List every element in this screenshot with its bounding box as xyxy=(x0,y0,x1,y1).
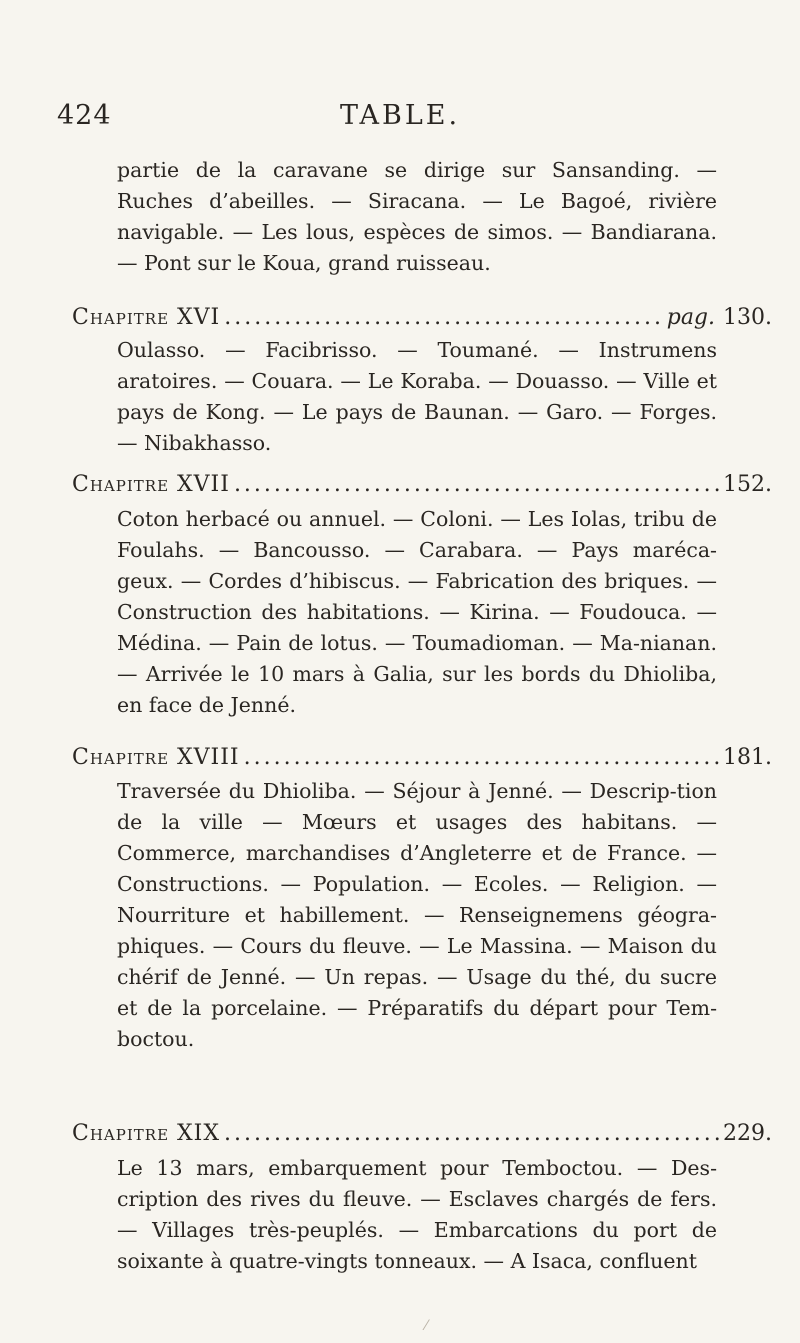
chapter-page-number: 130. xyxy=(723,305,772,330)
leader-dots xyxy=(244,741,719,775)
page-number: 424 xyxy=(57,100,112,131)
ink-smudge: ⁄ xyxy=(425,1318,428,1334)
leader-dots xyxy=(224,1117,719,1151)
chapter-page-number: 229. xyxy=(723,1121,772,1146)
running-title: TABLE. xyxy=(339,100,461,131)
page-header xyxy=(0,100,800,140)
chapter-page-number: 152. xyxy=(723,472,772,497)
leader-dots xyxy=(224,301,662,335)
chapter-heading-xviii xyxy=(72,741,772,775)
chapter-label: Chapitre XVIII xyxy=(72,745,240,770)
leader-dots xyxy=(234,468,719,502)
chapter-label: Chapitre XVII xyxy=(72,472,230,497)
chapter-summary-xix: Le 13 mars, embarquement pour Temboctou. — Des-cription des rives du fleuve. — Esclaves chargés de fers. — Villages très-peuplés. — Embarcations du port de soixante à quatre-vingts tonneaux. — A Isaca, confluent xyxy=(117,1156,717,1273)
chapter-heading-xvii xyxy=(72,468,772,502)
chapter-label: Chapitre XVI xyxy=(72,305,221,330)
chapter-heading-xvi xyxy=(72,301,772,335)
chapter-summary-xviii: Traversée du Dhioliba. — Séjour à Jenné. — Descrip-tion de la ville — Mœurs et usages des habitans. — Commerce, marchandises d’Angleterre et de France. — Constructions. — Population. — Ecoles. — Religion. — Nourriture et habillement. — Renseignemens géogra-phiques. — Cours du fleuve. — Le Massina. — Maison du chérif de Jenné. — Un repas. — Usage du thé, du sucre et de la porcelaine. — Préparatifs du départ pour Tem-boctou. xyxy=(117,779,717,1051)
pag-abbreviation: pag. xyxy=(666,305,716,330)
chapter-page-number: 181. xyxy=(723,745,772,770)
chapter-label: Chapitre XIX xyxy=(72,1121,221,1146)
chapter-heading-xix xyxy=(72,1117,772,1151)
chapter-summary-xvii: Coton herbacé ou annuel. — Coloni. — Les Iolas, tribu de Foulahs. — Bancousso. — Carabara. — Pays maréca-geux. — Cordes d’hibiscus. — Fabrication des briques. — Construction des habitations. — Kirina. — Foudouca. — Médina. — Pain de lotus. — Toumadioman. — Ma-nianan. — Arrivée le 10 mars à Galia, sur les bords du Dhioliba, en face de Jenné. xyxy=(117,507,717,717)
intro-paragraph: partie de la caravane se dirige sur Sansanding. — Ruches d’abeilles. — Siracana. — Le Bagoé, rivière navigable. — Les lous, espèces de simos. — Bandiarana. — Pont sur le Koua, grand ruisseau. xyxy=(117,158,717,275)
chapter-summary-xvi: Oulasso. — Facibrisso. — Toumané. — Instrumens aratoires. — Couara. — Le Koraba. — Douasso. — Ville et pays de Kong. — Le pays de Baunan. — Garo. — Forges. — Nibakhasso. xyxy=(117,338,717,455)
